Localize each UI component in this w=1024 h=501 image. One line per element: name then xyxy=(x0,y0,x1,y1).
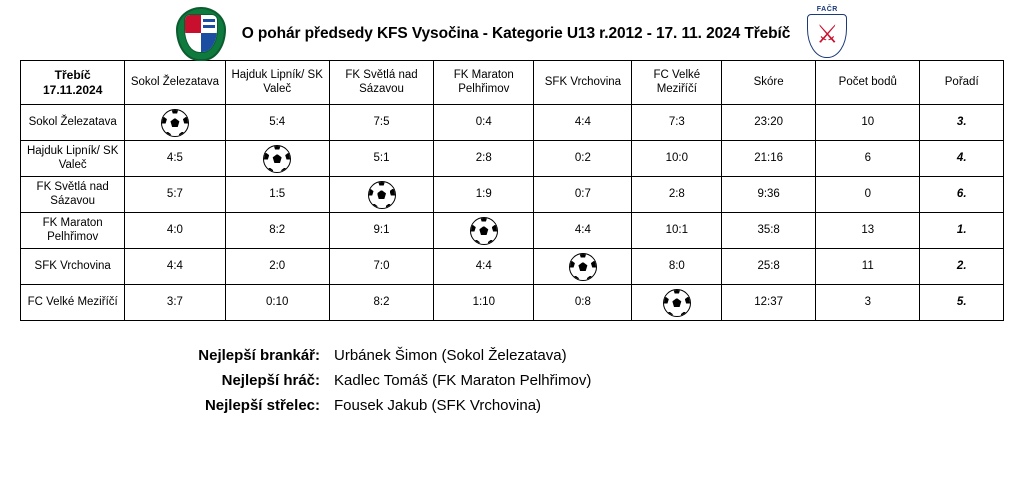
score-cell: 21:16 xyxy=(722,141,816,177)
soccer-ball-icon xyxy=(569,253,597,281)
awards-section xyxy=(0,347,1024,414)
results-table-wrapper xyxy=(0,56,1024,321)
column-header-poradi: Pořadí xyxy=(920,61,1004,105)
match-cell: 9:1 xyxy=(329,213,433,249)
soccer-ball-icon xyxy=(368,181,396,209)
rank-cell: 6. xyxy=(920,177,1004,213)
table-row xyxy=(21,105,1004,141)
row-header-team: SFK Vrchovina xyxy=(21,249,125,285)
soccer-ball-icon xyxy=(663,289,691,317)
soccer-ball-icon xyxy=(263,145,291,173)
points-cell: 11 xyxy=(816,249,920,285)
score-cell: 35:8 xyxy=(722,213,816,249)
match-cell: 8:0 xyxy=(632,249,722,285)
table-corner-header xyxy=(21,61,125,105)
match-cell: 4:4 xyxy=(125,249,225,285)
facr-crest-icon: FAČR ⚔ xyxy=(804,6,850,62)
match-cell: 4:4 xyxy=(534,105,632,141)
rank-cell: 3. xyxy=(920,105,1004,141)
table-row xyxy=(21,285,1004,321)
column-header-fk-svetla: FK Světlá nad Sázavou xyxy=(329,61,433,105)
match-cell: 7:5 xyxy=(329,105,433,141)
column-header-fk-maraton: FK Maraton Pelhřimov xyxy=(434,61,534,105)
award-label-best-scorer: Nejlepší střelec: xyxy=(204,397,320,414)
match-cell: 1:9 xyxy=(434,177,534,213)
row-header-team: FC Velké Meziříčí xyxy=(21,285,125,321)
points-cell: 6 xyxy=(816,141,920,177)
rank-cell: 1. xyxy=(920,213,1004,249)
match-cell: 2:8 xyxy=(632,177,722,213)
points-cell: 13 xyxy=(816,213,920,249)
match-cell: 8:2 xyxy=(225,213,329,249)
award-value-best-scorer: Fousek Jakub (SFK Vrchovina) xyxy=(334,397,542,414)
match-cell: 1:5 xyxy=(225,177,329,213)
match-cell: 4:0 xyxy=(125,213,225,249)
soccer-ball-icon xyxy=(161,109,189,137)
match-cell: 8:2 xyxy=(329,285,433,321)
award-value-best-goalkeeper: Urbánek Šimon (Sokol Železatava) xyxy=(334,347,567,364)
match-cell xyxy=(534,249,632,285)
row-header-team: FK Světlá nad Sázavou xyxy=(21,177,125,213)
match-cell: 2:8 xyxy=(434,141,534,177)
match-cell: 5:7 xyxy=(125,177,225,213)
column-header-skore: Skóre xyxy=(722,61,816,105)
match-cell: 5:1 xyxy=(329,141,433,177)
match-cell: 0:8 xyxy=(534,285,632,321)
soccer-ball-icon xyxy=(470,217,498,245)
match-cell: 4:4 xyxy=(534,213,632,249)
kfs-vysocina-crest-icon xyxy=(174,5,228,63)
match-cell: 10:0 xyxy=(632,141,722,177)
column-header-sokol-zeletava: Sokol Železatava xyxy=(125,61,225,105)
rank-cell: 4. xyxy=(920,141,1004,177)
rank-cell: 5. xyxy=(920,285,1004,321)
rank-cell: 2. xyxy=(920,249,1004,285)
match-cell: 4:5 xyxy=(125,141,225,177)
match-cell: 0:4 xyxy=(434,105,534,141)
match-cell xyxy=(632,285,722,321)
score-cell: 25:8 xyxy=(722,249,816,285)
match-cell: 1:10 xyxy=(434,285,534,321)
corner-line-1: Třebíč xyxy=(54,68,91,83)
table-header-row xyxy=(21,61,1004,105)
match-cell xyxy=(329,177,433,213)
row-header-team: FK Maraton Pelhřimov xyxy=(21,213,125,249)
table-body xyxy=(21,105,1004,321)
match-cell: 3:7 xyxy=(125,285,225,321)
match-cell: 10:1 xyxy=(632,213,722,249)
match-cell: 0:7 xyxy=(534,177,632,213)
points-cell: 10 xyxy=(816,105,920,141)
column-header-fc-velke-mezirici: FC Velké Meziříčí xyxy=(632,61,722,105)
row-header-team: Sokol Železatava xyxy=(21,105,125,141)
column-header-hajduk-lipnik: Hajduk Lipník/ SK Valeč xyxy=(225,61,329,105)
column-header-pocet-bodu: Počet bodů xyxy=(816,61,920,105)
points-cell: 3 xyxy=(816,285,920,321)
award-label-best-player: Nejlepší hráč: xyxy=(221,372,320,389)
facr-crest-label: FAČR xyxy=(816,6,838,13)
table-row xyxy=(21,177,1004,213)
match-cell: 2:0 xyxy=(225,249,329,285)
corner-line-2: 17.11.2024 xyxy=(42,82,103,97)
score-cell: 12:37 xyxy=(722,285,816,321)
results-table xyxy=(20,60,1004,321)
table-row xyxy=(21,213,1004,249)
match-cell xyxy=(434,213,534,249)
table-row xyxy=(21,141,1004,177)
match-cell: 0:2 xyxy=(534,141,632,177)
match-cell: 5:4 xyxy=(225,105,329,141)
page-header xyxy=(0,0,1024,56)
page-title: O pohár předsedy KFS Vysočina - Kategorie U13 r.2012 - 17. 11. 2024 Třebíč xyxy=(241,25,791,42)
match-cell xyxy=(125,105,225,141)
award-label-best-goalkeeper: Nejlepší brankář: xyxy=(198,347,320,364)
table-row xyxy=(21,249,1004,285)
match-cell: 7:0 xyxy=(329,249,433,285)
match-cell: 0:10 xyxy=(225,285,329,321)
award-value-best-player: Kadlec Tomáš (FK Maraton Pelhřimov) xyxy=(334,372,592,389)
match-cell xyxy=(225,141,329,177)
score-cell: 9:36 xyxy=(722,177,816,213)
column-header-sfk-vrchovina: SFK Vrchovina xyxy=(534,61,632,105)
match-cell: 7:3 xyxy=(632,105,722,141)
match-cell: 4:4 xyxy=(434,249,534,285)
row-header-team: Hajduk Lipník/ SK Valeč xyxy=(21,141,125,177)
score-cell: 23:20 xyxy=(722,105,816,141)
points-cell: 0 xyxy=(816,177,920,213)
